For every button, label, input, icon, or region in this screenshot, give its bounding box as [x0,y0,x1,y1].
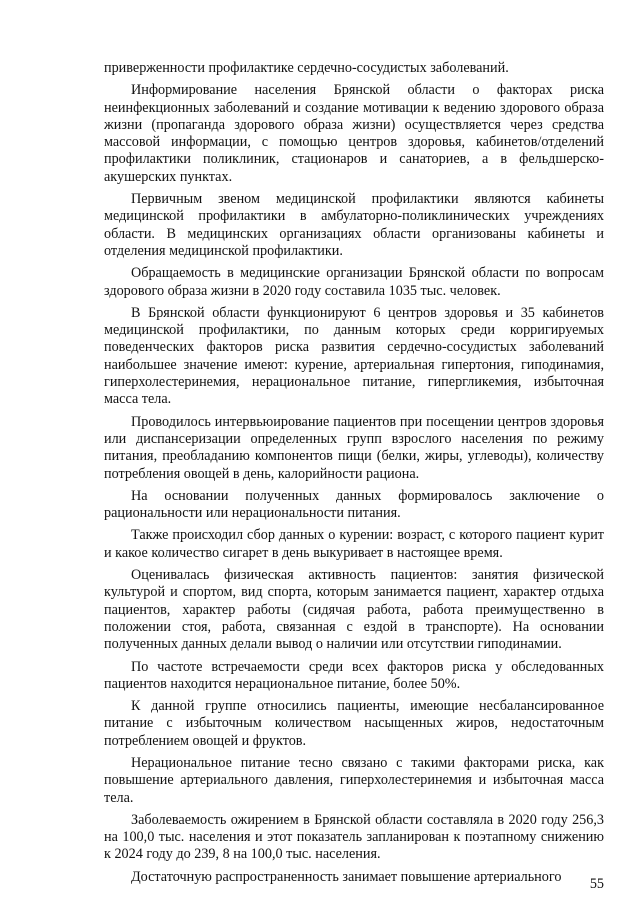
paragraph-13: Заболеваемость ожирением в Брянской области составляла в 2020 году 256,3 на 100,0 тыс. населения и этот показатель запланирован к поэтапному снижению к 2024 году до 239, 8 на 100,0 тыс. населения. [104,811,604,863]
paragraph-1: приверженности профилактике сердечно-сосудистых заболеваний. [104,60,509,76]
paragraph-12: Нерациональное питание тесно связано с такими факторами риска, как повышение артериального давления, гиперхолестеринемия и избыточная масса тела. [104,754,604,806]
page-number: 55 [589,876,604,892]
paragraph-4: Обращаемость в медицинские организации Брянской области по вопросам здорового образа жизни в 2020 году составила 1035 тыс. человек. [104,265,604,299]
paragraph-9: Оценивалась физическая активность пациентов: занятия физической культурой и спортом, вид спорта, которым занимается пациент, характер отдыха пациентов, характер работы (сидячая работа, работа преимущественно в положении стоя, работа, связанная с ездой в транспорте). На основании полученных данных делали вывод о наличии или отсутствии гиподинамии. [104,567,604,653]
paragraph-5: В Брянской области функционируют 6 центров здоровья и 35 кабинетов медицинской профилактики, по данным которых среди корригируемых поведенческих факторов риска развития сердечно-сосудистых заболеваний наибольшее значение имеют: курение, артериальная гипертония, гиподинамия, гиперхолестеринемия, нерациональное питание, гипергликемия, избыточная масса тела. [104,304,604,408]
paragraph-7: На основании полученных данных формировалось заключение о рациональности или нерациональности питания. [104,487,604,522]
paragraph-8: Также происходил сбор данных о курении: возраст, с которого пациент курит и какое количество сигарет в день выкуривает в настоящее время. [104,527,604,561]
paragraph-6: Проводилось интервьюирование пациентов при посещении центров здоровья или диспансеризации определенных групп взрослого населения по режиму питания, преобладанию компонентов пищи (белки, жиры, углеводы), количеству потребления овощей в день, калорийности рациона. [104,413,604,482]
paragraph-3: Первичным звеном медицинской профилактики являются кабинеты медицинской профилактики в амбулаторно-поликлинических учреждениях области. В медицинских организациях области организованы кабинеты и отделения медицинской профилактики. [104,191,604,259]
document-page [104,60,604,891]
paragraph-2: Информирование населения Брянской области о факторах риска неинфекционных заболеваний и создание мотивации к ведению здорового образа жизни (пропаганда здорового образа жизни) осуществляется через средства массовой информации, с помощью центров здоровья, кабинетов/отделений профилактики поликлиник, стационаров и санаториев, а в фельдшерско-акушерских пунктах. [104,82,604,185]
paragraph-10: По частоте встречаемости среди всех факторов риска у обследованных пациентов находится нерациональное питание, более 50%. [104,658,604,692]
paragraph-11: К данной группе относились пациенты, имеющие несбалансированное питание с избыточным количеством насыщенных жиров, недостаточным потреблением овощей и фруктов. [104,698,604,749]
paragraph-14: Достаточную распространенность занимает повышение артериального [131,868,562,885]
